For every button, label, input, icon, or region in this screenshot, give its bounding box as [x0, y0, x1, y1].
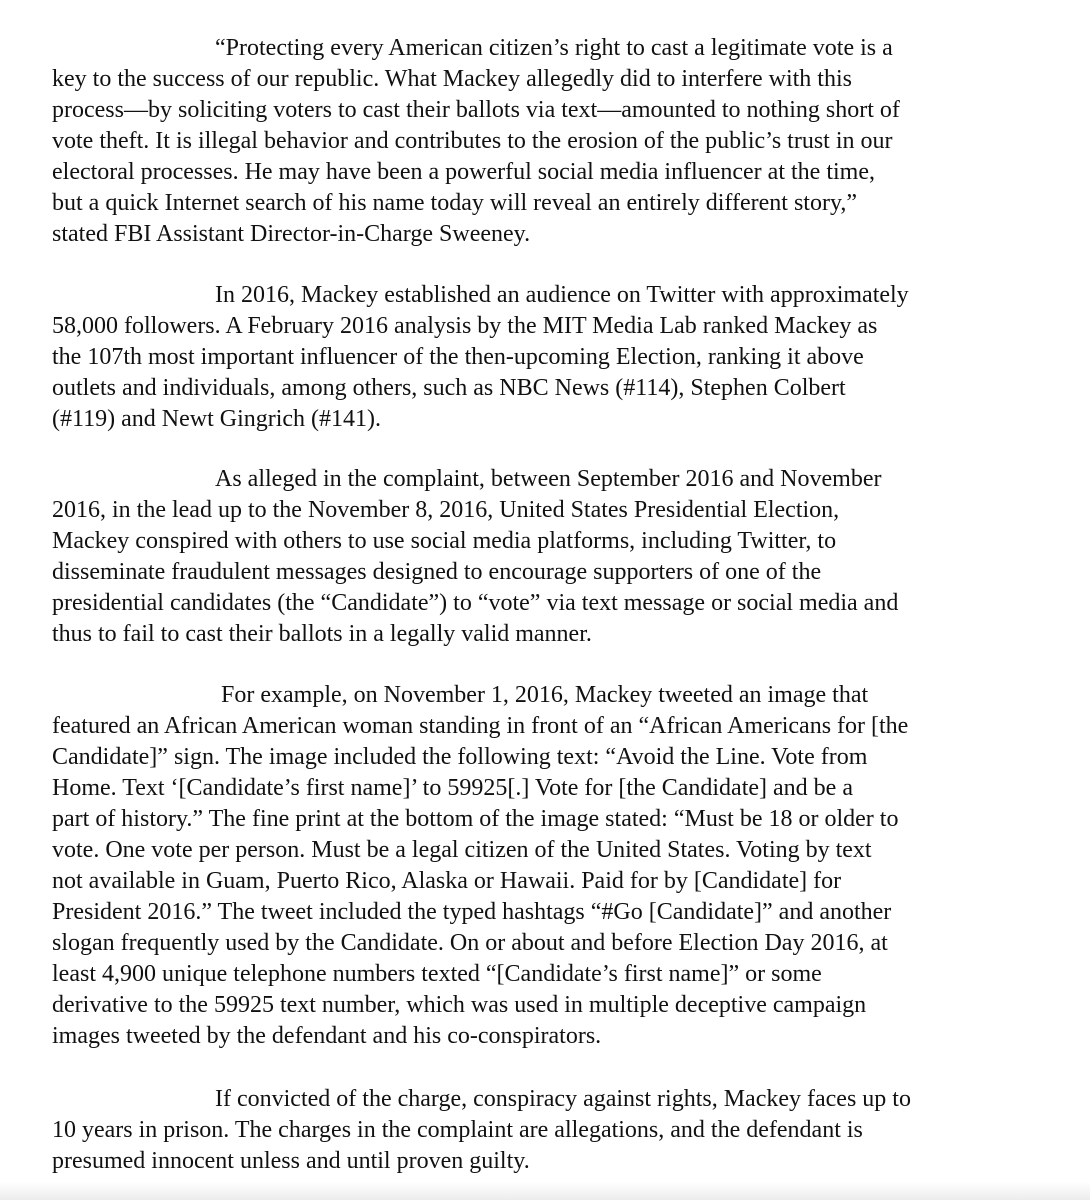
text-line: disseminate fraudulent messages designed to encourage supporters of one of the: [52, 559, 822, 585]
text-line: Candidate]” sign. The image included the following text: “Avoid the Line. Vote from: [52, 744, 868, 770]
text-line: President 2016.” The tweet included the typed hashtags “#Go [Candidate]” and another: [52, 899, 892, 925]
text-line: but a quick Internet search of his name today will reveal an entirely different story,”: [52, 190, 858, 216]
text-line: As alleged in the complaint, between September 2016 and November: [215, 466, 882, 492]
text-line: the 107th most important influencer of the then-upcoming Election, ranking it above: [52, 344, 864, 370]
text-line: presidential candidates (the “Candidate”) to “vote” via text message or social media and: [52, 590, 899, 616]
text-line: If convicted of the charge, conspiracy against rights, Mackey faces up to: [215, 1086, 911, 1112]
page-bottom-edge: [0, 1182, 1090, 1200]
text-line: thus to fail to cast their ballots in a legally valid manner.: [52, 621, 592, 647]
text-line: derivative to the 59925 text number, which was used in multiple deceptive campaign: [52, 992, 867, 1018]
text-line: vote theft. It is illegal behavior and contributes to the erosion of the public’s trust in our: [52, 128, 893, 154]
text-line: key to the success of our republic. What Mackey allegedly did to interfere with this: [52, 66, 852, 92]
text-line: 10 years in prison. The charges in the complaint are allegations, and the defendant is: [52, 1117, 863, 1143]
text-line: images tweeted by the defendant and his co-conspirators.: [52, 1023, 602, 1049]
paragraph-tweet-example: [52, 680, 1052, 1052]
text-line: part of history.” The fine print at the bottom of the image stated: “Must be 18 or older to: [52, 806, 899, 832]
text-line: vote. One vote per person. Must be a legal citizen of the United States. Voting by text: [52, 837, 872, 863]
text-line: stated FBI Assistant Director-in-Charge Sweeney.: [52, 221, 531, 247]
paragraph-penalty: [52, 1084, 1052, 1177]
text-line: For example, on November 1, 2016, Mackey tweeted an image that: [221, 682, 869, 708]
text-line: Mackey conspired with others to use social media platforms, including Twitter, to: [52, 528, 837, 554]
text-line: electoral processes. He may have been a powerful social media influencer at the time,: [52, 159, 875, 185]
text-line: 58,000 followers. A February 2016 analysis by the MIT Media Lab ranked Mackey as: [52, 313, 878, 339]
text-line: presumed innocent unless and until proven guilty.: [52, 1148, 530, 1174]
text-line: not available in Guam, Puerto Rico, Alaska or Hawaii. Paid for by [Candidate] for: [52, 868, 842, 894]
text-line: “Protecting every American citizen’s right to cast a legitimate vote is a: [215, 35, 893, 61]
text-line: In 2016, Mackey established an audience on Twitter with approximately: [215, 282, 909, 308]
text-line: featured an African American woman standing in front of an “African Americans for [the: [52, 713, 909, 739]
text-line: Home. Text ‘[Candidate’s first name]’ to 59925[.] Vote for [the Candidate] and be a: [52, 775, 853, 801]
text-line: 2016, in the lead up to the November 8, 2016, United States Presidential Election,: [52, 497, 840, 523]
text-line: outlets and individuals, among others, such as NBC News (#114), Stephen Colbert: [52, 375, 846, 401]
paragraph-fbi-quote: [52, 33, 1052, 250]
paragraph-twitter-audience: [52, 280, 1052, 435]
text-line: (#119) and Newt Gingrich (#141).: [52, 406, 382, 432]
paragraph-complaint-allegation: [52, 464, 1052, 650]
text-line: slogan frequently used by the Candidate. On or about and before Election Day 2016, at: [52, 930, 888, 956]
text-line: process—by soliciting voters to cast their ballots via text—amounted to nothing short of: [52, 97, 900, 123]
text-line: least 4,900 unique telephone numbers texted “[Candidate’s first name]” or some: [52, 961, 822, 987]
